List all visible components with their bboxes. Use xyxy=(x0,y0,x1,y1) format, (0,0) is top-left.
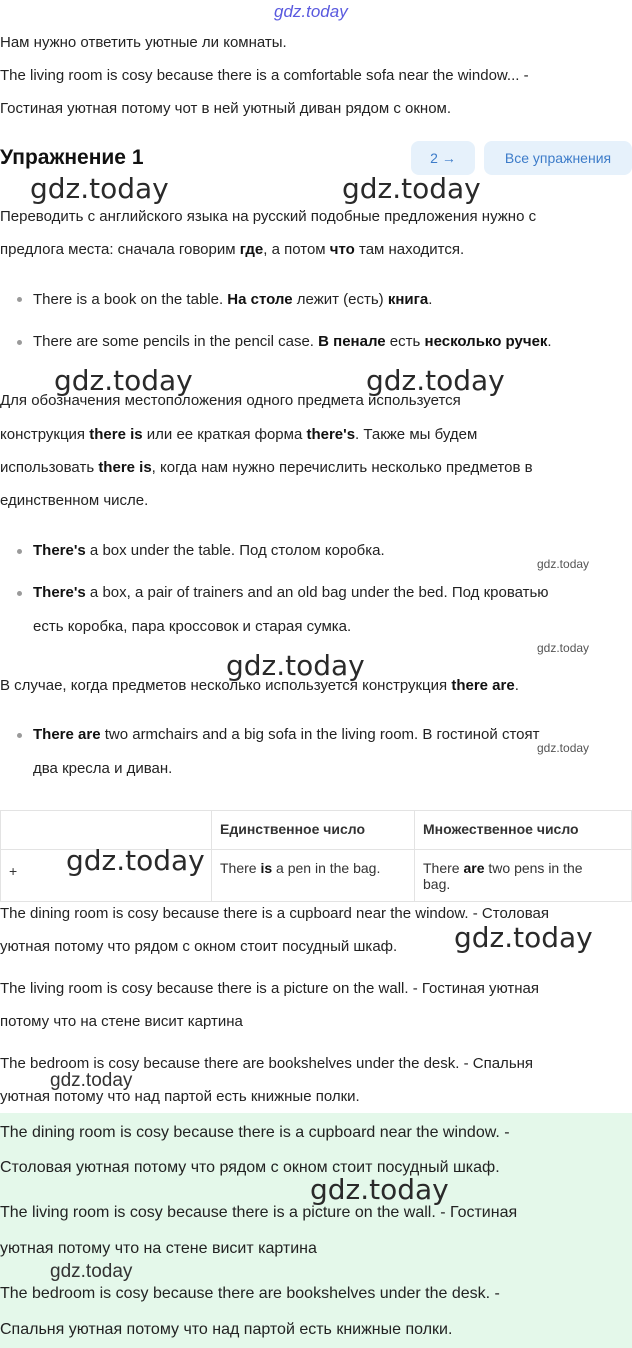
final-answer-line: The bedroom is cosy because there are bookshelves under the desk. - xyxy=(0,1285,500,1302)
exercise-title: Упражнение 1 xyxy=(0,146,144,169)
watermark-small: gdz.today xyxy=(537,741,590,755)
answer-line: уютная потому что над партой есть книжные полки. xyxy=(0,1088,360,1105)
bullet xyxy=(17,297,22,302)
example-item: есть коробка, пара кроссовок и старая сумка. xyxy=(33,618,352,635)
rule-text: Для обозначения местоположения одного предмета используется xyxy=(0,392,461,409)
example-item: There are some pencils in the pencil case. В пенале есть несколько ручек. xyxy=(33,333,552,350)
rule-text: конструкция there is или ее краткая форма there's. Также мы будем xyxy=(0,426,478,443)
bullet xyxy=(17,733,22,738)
watermark-small: gdz.today xyxy=(537,641,590,655)
answer-line: The bedroom is cosy because there are bookshelves under the desk. - Спальня xyxy=(0,1055,534,1072)
watermark: gdz.today xyxy=(310,1173,449,1206)
rule-text: В случае, когда предметов несколько используется конструкция there are. xyxy=(0,677,519,694)
example-item: два кресла и диван. xyxy=(33,760,173,777)
intro-line: Гостиная уютная потому чот в ней уютный диван рядом с окном. xyxy=(0,100,452,117)
bullet xyxy=(17,591,22,596)
bullet xyxy=(17,340,22,345)
next-exercise-button[interactable]: 2 → xyxy=(411,141,475,175)
answer-line: The living room is cosy because there is a picture on the wall. - Гостиная уютная xyxy=(0,980,540,997)
table-cell: + xyxy=(1,850,212,902)
example-item: There's a box, a pair of trainers and an old bag under the bed. Под кроватью xyxy=(33,584,549,601)
final-answer-line: Столовая уютная потому что рядом с окном стоит посудный шкаф. xyxy=(0,1159,500,1176)
example-item: There are two armchairs and a big sofa in the living room. В гостиной стоят xyxy=(33,726,540,743)
answer-line: The dining room is cosy because there is a cupboard near the window. - Столовая xyxy=(0,904,632,924)
answer-box xyxy=(0,1113,632,1348)
table-header: Единственное число xyxy=(212,811,415,850)
watermark: gdz.today xyxy=(366,364,505,397)
watermark: gdz.today xyxy=(30,172,169,205)
rule-text: использовать there is, когда нам нужно перечислить несколько предметов в xyxy=(0,459,533,476)
watermark: gdz.today xyxy=(454,921,593,954)
example-item: There is a book on the table. На столе лежит (есть) книга. xyxy=(33,291,433,308)
answer-line: уютная потому что рядом с окном стоит посудный шкаф. xyxy=(0,938,398,955)
final-answer-line: Спальня уютная потому что над партой есть книжные полки. xyxy=(0,1321,453,1338)
final-answer-line: The living room is cosy because there is a picture on the wall. - Гостиная xyxy=(0,1204,518,1221)
watermark-top: gdz.today xyxy=(274,2,348,21)
intro-line: The living room is cosy because there is a comfortable sofa near the window... - xyxy=(0,67,529,84)
rule-text: единственном числе. xyxy=(0,492,149,509)
all-exercises-button[interactable]: Все упражнения xyxy=(484,141,632,175)
final-answer-line: уютная потому что на стене висит картина xyxy=(0,1240,317,1257)
intro-line: Нам нужно ответить уютные ли комнаты. xyxy=(0,34,287,51)
watermark: gdz.today xyxy=(342,172,481,205)
table-cell: There are two pens in the bag. xyxy=(415,850,632,902)
watermark: gdz.today xyxy=(50,1070,133,1091)
bullet xyxy=(17,549,22,554)
watermark: gdz.today xyxy=(226,649,365,682)
watermark: gdz.today xyxy=(50,1261,133,1282)
table-cell: There is a pen in the bag. xyxy=(212,850,415,902)
example-item: There's a box under the table. Под столом коробка. xyxy=(33,542,385,559)
rule-text: Переводить с английского языка на русский подобные предложения нужно с xyxy=(0,208,537,225)
rule-text: предлога места: сначала говорим где, а потом что там находится. xyxy=(0,241,465,258)
watermark-small: gdz.today xyxy=(537,557,590,571)
table-header: Множественное число xyxy=(415,811,632,850)
watermark: gdz.today xyxy=(66,844,205,877)
watermark: gdz.today xyxy=(54,364,193,397)
final-answer-line: The dining room is cosy because there is a cupboard near the window. - xyxy=(0,1124,510,1141)
answer-line: потому что на стене висит картина xyxy=(0,1013,243,1030)
